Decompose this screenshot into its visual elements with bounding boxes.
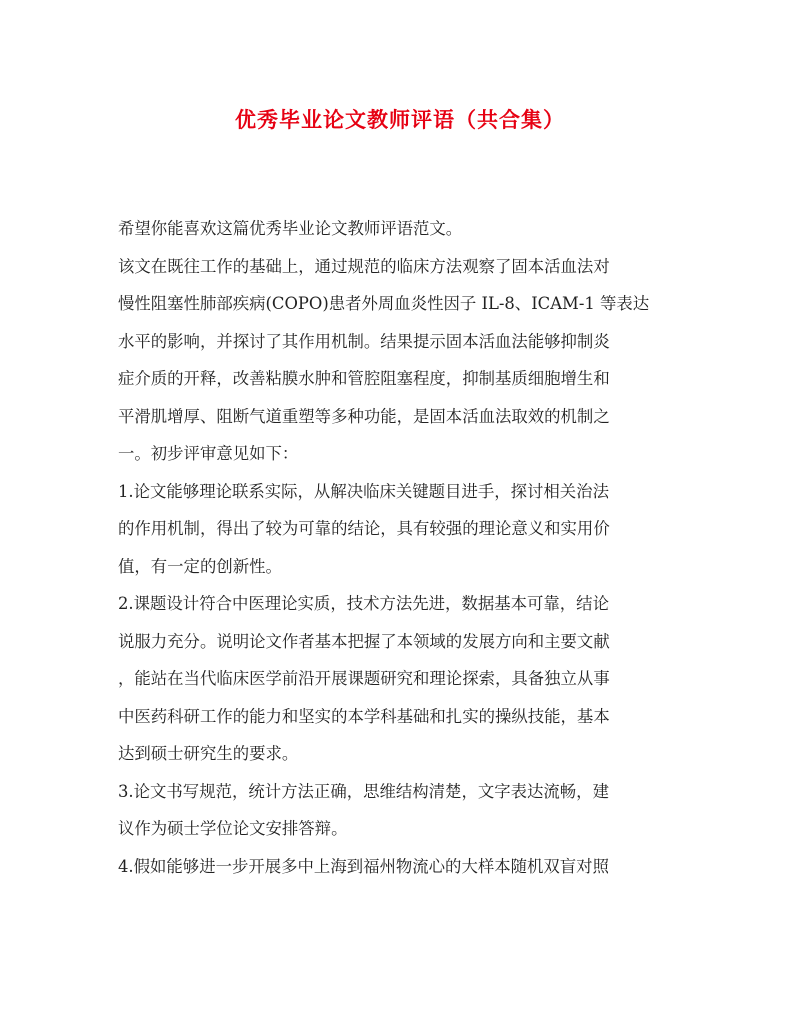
- paragraph-point-2: [118, 585, 684, 773]
- paragraph-point-3: [118, 773, 684, 848]
- text-line: 的作用机制，得出了较为可靠的结论，具有较强的理论意义和实用价: [118, 519, 610, 538]
- text-line: 值，有一定的创新性。: [118, 556, 282, 576]
- paragraph-intro: [118, 210, 684, 248]
- text-line: 水平的影响，并探讨了其作用机制。结果提示固本活血法能够抑制炎: [118, 331, 610, 351]
- text-line: 一。初步评审意见如下：: [118, 444, 299, 463]
- document-title: 优秀毕业论文教师评语（共合集）: [235, 107, 565, 132]
- text-line: 2.课题设计符合中医理论实质，技术方法先进，数据基本可靠，结论: [118, 594, 609, 613]
- text-line: 平滑肌增厚、阻断气道重塑等多种功能，是固本活血法取效的机制之: [118, 406, 610, 426]
- text-line: 3.论文书写规范，统计方法正确，思维结构清楚，文字表达流畅，建: [118, 781, 609, 801]
- text-line: ，能站在当代临床医学前沿开展课题研究和理论探索，具备独立从事: [118, 669, 610, 688]
- text-line: 达到硕士研究生的要求。: [118, 744, 299, 763]
- document-body: [118, 210, 684, 885]
- paragraph-point-1: [118, 473, 684, 586]
- text-line: 中医药科研工作的能力和坚实的本学科基础和扎实的操纵技能，基本: [118, 706, 610, 726]
- text-line: 该文在既往工作的基础上，通过规范的临床方法观察了固本活血法对: [118, 256, 610, 276]
- text-line: 希望你能喜欢这篇优秀毕业论文教师评语范文。: [118, 219, 463, 238]
- paragraph-point-4: [118, 848, 684, 886]
- text-line: 议作为硕士学位论文安排答辩。: [118, 819, 348, 838]
- text-line: 1.论文能够理论联系实际，从解决临床关键题目进手，探讨相关治法: [118, 481, 609, 501]
- text-line: 4.假如能够进一步开展多中上海到福州物流心的大样本随机双盲对照: [118, 856, 609, 876]
- text-line: 慢性阻塞性肺部疾病(COPO)患者外周血炎性因子 IL-8、ICAM-1 等表达: [118, 294, 650, 313]
- text-line: 说服力充分。说明论文作者基本把握了本领域的发展方向和主要文献: [118, 631, 610, 651]
- text-line: 症介质的开释，改善粘膜水肿和管腔阻塞程度，抑制基质细胞增生和: [118, 369, 610, 388]
- paragraph-summary: [118, 248, 684, 473]
